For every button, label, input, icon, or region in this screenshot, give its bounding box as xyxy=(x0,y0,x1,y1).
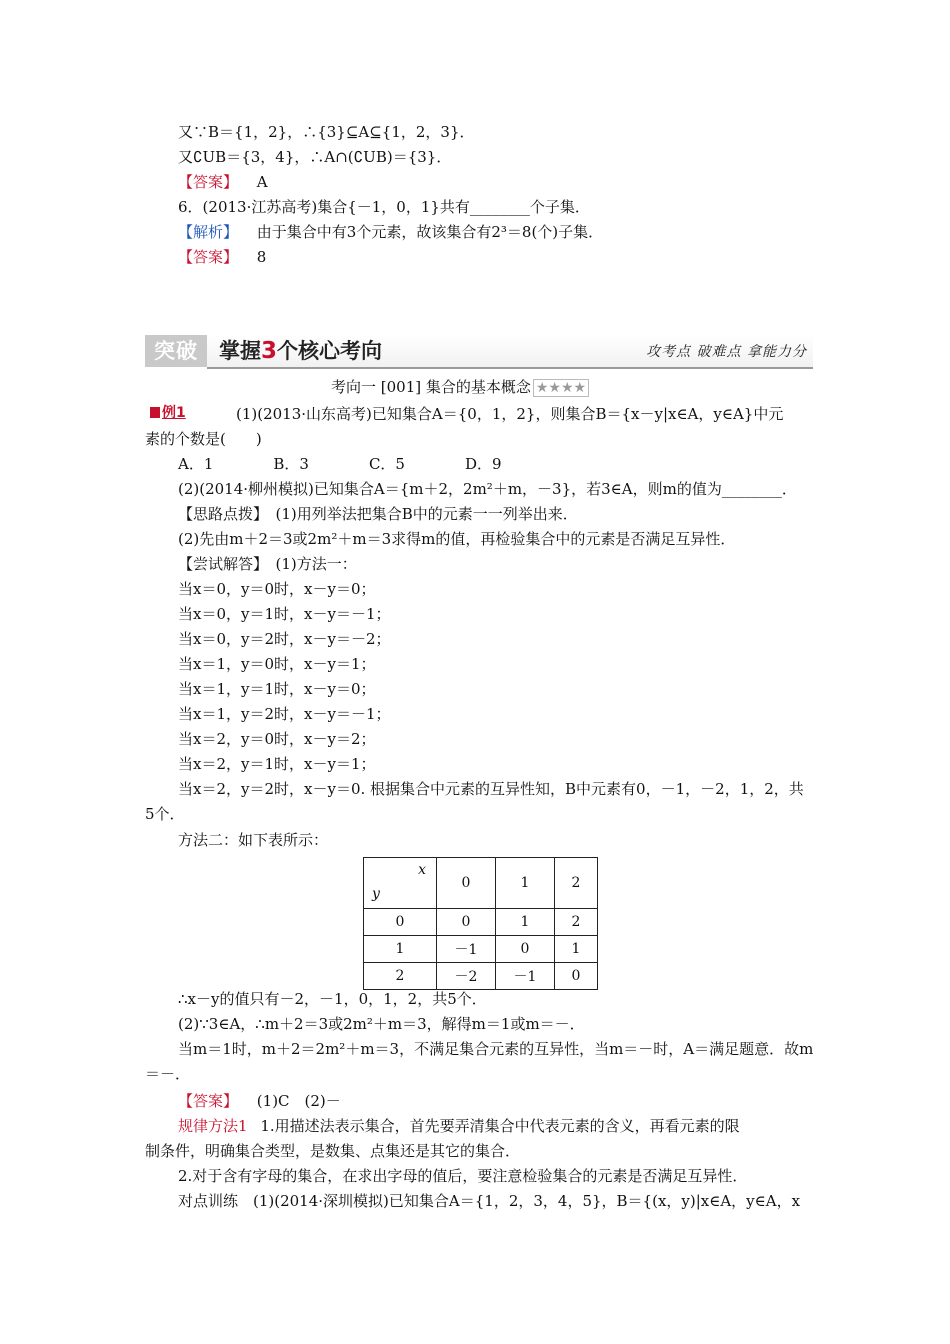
solution-line: (2)∵3∈A，∴m＋2＝3或2m²＋m＝3，解得m＝1或m＝－． xyxy=(178,1015,585,1033)
case-line: 当x＝2，y＝2时，x－y＝0. 根据集合中元素的互异性知，B中元素有0，－1，－2，1，2，共 xyxy=(178,780,804,798)
hint-line-2: (2)先由m＋2＝3或2m²＋m＝3求得m的值，再检验集合中的元素是否满足互异性． xyxy=(178,530,736,548)
table-cell: 0 xyxy=(555,963,598,990)
analysis-label: 【解析】 xyxy=(178,223,239,241)
example-choices: A．1 B．3 C．5 D．9 xyxy=(178,455,502,473)
topic-heading xyxy=(331,376,589,399)
answer-value: 8 xyxy=(256,248,267,266)
banner-title-a: 掌握 xyxy=(219,339,261,363)
table-cell: 0 xyxy=(437,909,496,936)
table-header-cell: 2 xyxy=(555,858,598,909)
rule-line-2: 2.对于含有字母的集合，在求出字母的值后，要注意检验集合的元素是否满足互异性． xyxy=(178,1167,748,1185)
answer-label: 【答案】 xyxy=(178,173,239,191)
case-line: 当x＝2，y＝1时，x－y＝1； xyxy=(178,755,376,773)
example-badge xyxy=(150,402,186,422)
rule-line-cont: 制条件，明确集合类型，是数集、点集还是其它的集合． xyxy=(145,1142,521,1160)
conclusion-line: ∴x－y的值只有－2，－1，0，1，2，共5个． xyxy=(178,990,487,1008)
case-line: 当x＝1，y＝2时，x－y＝－1； xyxy=(178,705,391,723)
case-line: 当x＝1，y＝0时，x－y＝1； xyxy=(178,655,376,673)
banner-title-b: 个核心考向 xyxy=(277,339,383,363)
table-cell: 1 xyxy=(364,936,437,963)
answer-label: 【答案】 xyxy=(178,248,239,266)
case-line-cont: 5个． xyxy=(145,805,185,823)
rule-label: 规律方法1 xyxy=(178,1117,248,1135)
answer-value: A xyxy=(256,173,268,191)
analysis-line xyxy=(178,221,603,243)
rule-line xyxy=(178,1115,740,1137)
answer-label: 【答案】 xyxy=(178,1092,239,1110)
example-badge-label: 例1 xyxy=(162,405,186,421)
solution-line: 当m＝1时，m＋2＝2m²＋m＝3，不满足集合元素的互异性，当m＝－时，A＝满足题意．故m xyxy=(178,1040,814,1058)
case-line: 当x＝1，y＝1时，x－y＝0； xyxy=(178,680,376,698)
banner-subtitle: 攻考点 破难点 拿能力分 xyxy=(646,344,807,360)
badge-icon xyxy=(150,407,160,418)
case-line: 当x＝0，y＝2时，x－y＝－2； xyxy=(178,630,391,648)
table-cell: 1 xyxy=(555,936,598,963)
answer-line xyxy=(178,246,266,268)
table-corner xyxy=(364,858,437,909)
case-line: 当x＝0，y＝1时，x－y＝－1； xyxy=(178,605,391,623)
table-cell: －2 xyxy=(437,963,496,990)
table-cell: －1 xyxy=(437,936,496,963)
table-row xyxy=(364,909,598,936)
hint-line: 【思路点拨】 (1)用列举法把集合B中的元素一一列举出来． xyxy=(178,505,578,523)
answer-line xyxy=(178,1090,341,1112)
solution-line-cont: ＝－． xyxy=(145,1065,191,1083)
table-row xyxy=(364,963,598,990)
analysis-text: 由于集合中有3个元素，故该集合有2³＝8(个)子集． xyxy=(256,223,604,241)
difficulty-stars: ★★★★ xyxy=(533,379,589,397)
banner-title-num: 3 xyxy=(261,338,278,364)
case-line: 当x＝2，y＝0时，x－y＝2； xyxy=(178,730,376,748)
rule-text: 1.用描述法表示集合，首先要弄清集合中代表元素的含义，再看元素的限 xyxy=(260,1117,740,1135)
table-header-cell: 0 xyxy=(437,858,496,909)
example-part1: (1)(2013·山东高考)已知集合A＝{0，1，2}，则集合B＝{x－y|x∈A，y∈A}中元 xyxy=(236,405,784,423)
table-cell: 2 xyxy=(555,909,598,936)
answer-value: (1)C (2)－ xyxy=(256,1092,341,1110)
banner-title xyxy=(219,335,382,367)
topic-text: 考向一 [001] 集合的基本概念 xyxy=(331,378,531,396)
try-line: 【尝试解答】 (1)方法一： xyxy=(178,555,357,573)
table-row xyxy=(364,936,598,963)
training-line: 对点训练 (1)(2014·深圳模拟)已知集合A＝{1，2，3，4，5}，B＝{(x，y)|x∈A，y∈A，x xyxy=(178,1192,801,1210)
table-cell: 0 xyxy=(496,936,555,963)
difference-table xyxy=(363,857,598,990)
example-part1-cont: 素的个数是( ) xyxy=(145,430,262,448)
banner-tag: 突破 xyxy=(145,335,207,367)
corner-x: x xyxy=(418,862,426,878)
table-cell: 2 xyxy=(364,963,437,990)
answer-line xyxy=(178,171,268,193)
case-line: 当x＝0，y＝0时，x－y＝0； xyxy=(178,580,376,598)
table-cell: 0 xyxy=(364,909,437,936)
table-cell: －1 xyxy=(496,963,555,990)
question-6: 6．(2013·江苏高考)集合{－1，0，1}共有________个子集． xyxy=(178,198,590,216)
table-header-cell: 1 xyxy=(496,858,555,909)
text-line: 又∵B＝{1，2}，∴{3}⊆A⊆{1，2，3}． xyxy=(178,123,475,141)
method2-line: 方法二：如下表所示： xyxy=(178,831,329,849)
section-banner xyxy=(145,335,813,367)
corner-y: y xyxy=(372,886,380,902)
example-part2: (2)(2014·柳州模拟)已知集合A＝{m＋2，2m²＋m，－3}，若3∈A，则m的值为________． xyxy=(178,480,797,498)
banner-body xyxy=(207,335,813,369)
table-cell: 1 xyxy=(496,909,555,936)
text-line: 又∁UB＝{3，4}，∴A∩(∁UB)＝{3}． xyxy=(178,148,452,166)
